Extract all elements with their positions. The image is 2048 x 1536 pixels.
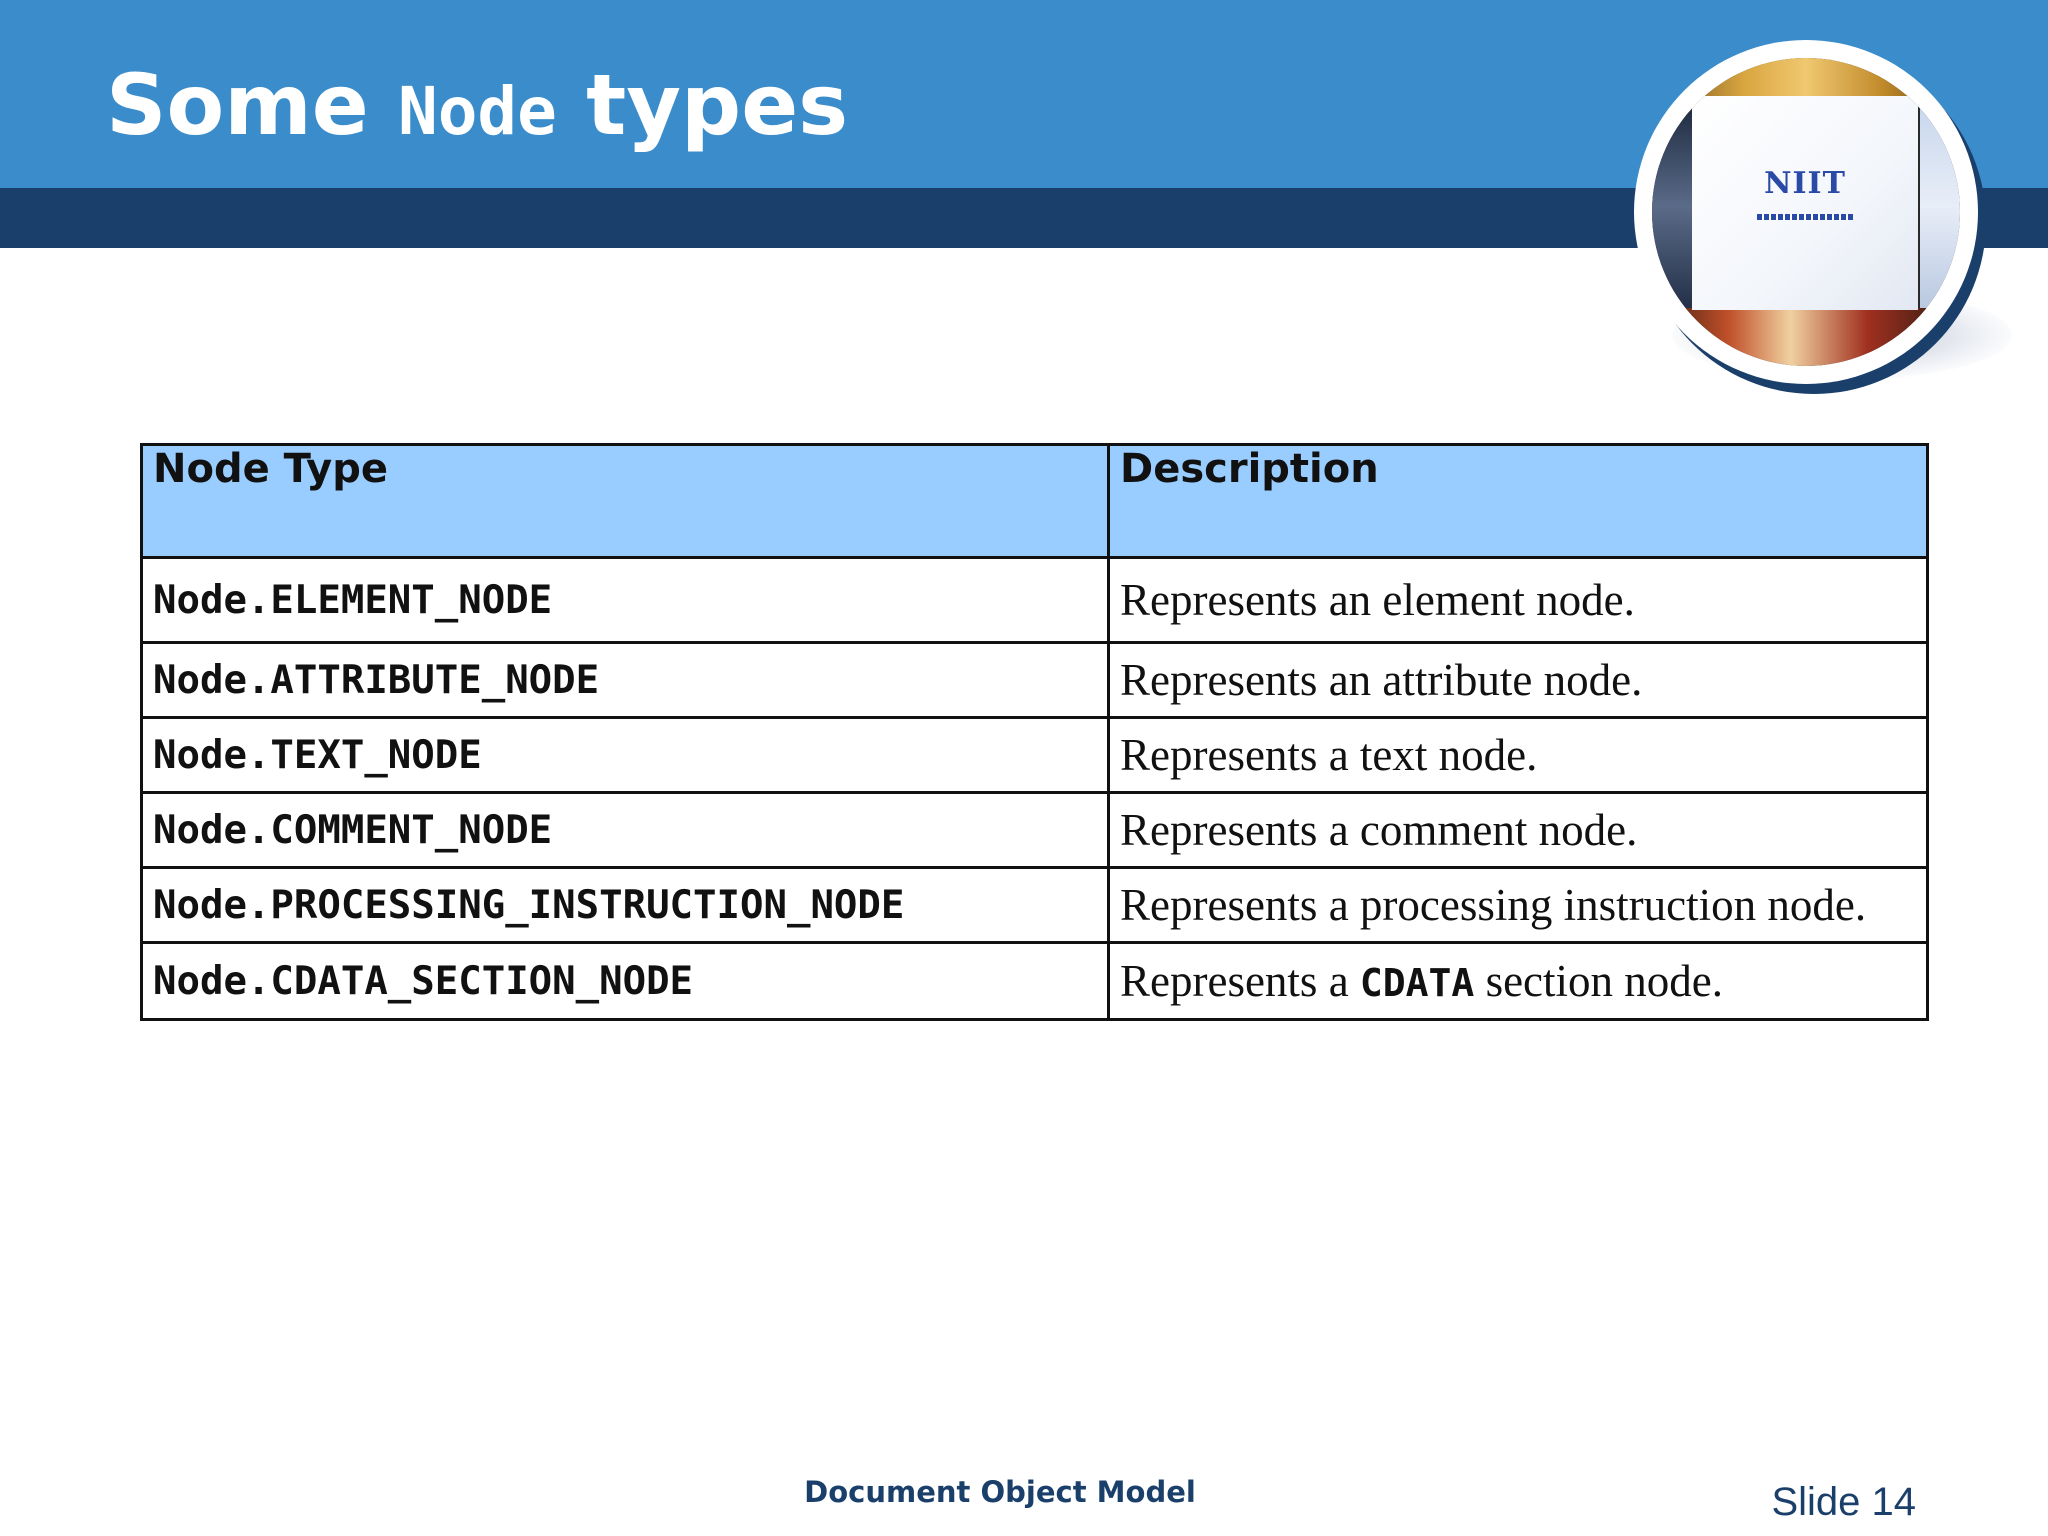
- description-cell: Represents a comment node.: [1109, 793, 1928, 868]
- description-cell: Represents an element node.: [1109, 558, 1928, 643]
- title-suffix: types: [556, 56, 849, 154]
- badge-photo-strip-bottom: [1652, 308, 1960, 366]
- logo-tagline-mark: [1757, 214, 1853, 220]
- node-type-cell: Node.ATTRIBUTE_NODE: [142, 643, 1109, 718]
- table-row: [142, 643, 1928, 718]
- header-node-type: Node Type: [142, 445, 1109, 558]
- description-cell: [1109, 943, 1928, 1020]
- table-header-row: [142, 445, 1928, 558]
- slide-title: [106, 50, 848, 167]
- header-description: Description: [1109, 445, 1928, 558]
- table-row: [142, 943, 1928, 1020]
- table-row: [142, 868, 1928, 943]
- table-row: [142, 718, 1928, 793]
- description-cell: Represents a text node.: [1109, 718, 1928, 793]
- node-types-table: [140, 443, 1929, 1021]
- title-code-word: Node: [397, 73, 557, 150]
- title-prefix: Some: [106, 56, 398, 154]
- node-type-cell: Node.COMMENT_NODE: [142, 793, 1109, 868]
- node-type-cell: Node.ELEMENT_NODE: [142, 558, 1109, 643]
- description-pre: Represents a: [1120, 956, 1360, 1006]
- table-row: [142, 558, 1928, 643]
- description-post: section node.: [1474, 956, 1723, 1006]
- node-type-cell: Node.CDATA_SECTION_NODE: [142, 943, 1109, 1020]
- niit-logo: NIIT: [1764, 166, 1846, 201]
- footer-title: Document Object Model: [804, 1475, 1196, 1509]
- cdata-code: CDATA: [1359, 961, 1475, 1005]
- description-cell: Represents an attribute node.: [1109, 643, 1928, 718]
- slide-number: Slide 14: [1771, 1480, 1916, 1524]
- logo-badge: [1652, 58, 1960, 366]
- description-cell: Represents a processing instruction node.: [1109, 868, 1928, 943]
- node-type-cell: Node.PROCESSING_INSTRUCTION_NODE: [142, 868, 1109, 943]
- logo-card: [1692, 96, 1918, 310]
- badge-photo-side-left: [1652, 104, 1692, 308]
- table-row: [142, 793, 1928, 868]
- badge-photo-side-right: [1920, 104, 1960, 308]
- node-type-cell: Node.TEXT_NODE: [142, 718, 1109, 793]
